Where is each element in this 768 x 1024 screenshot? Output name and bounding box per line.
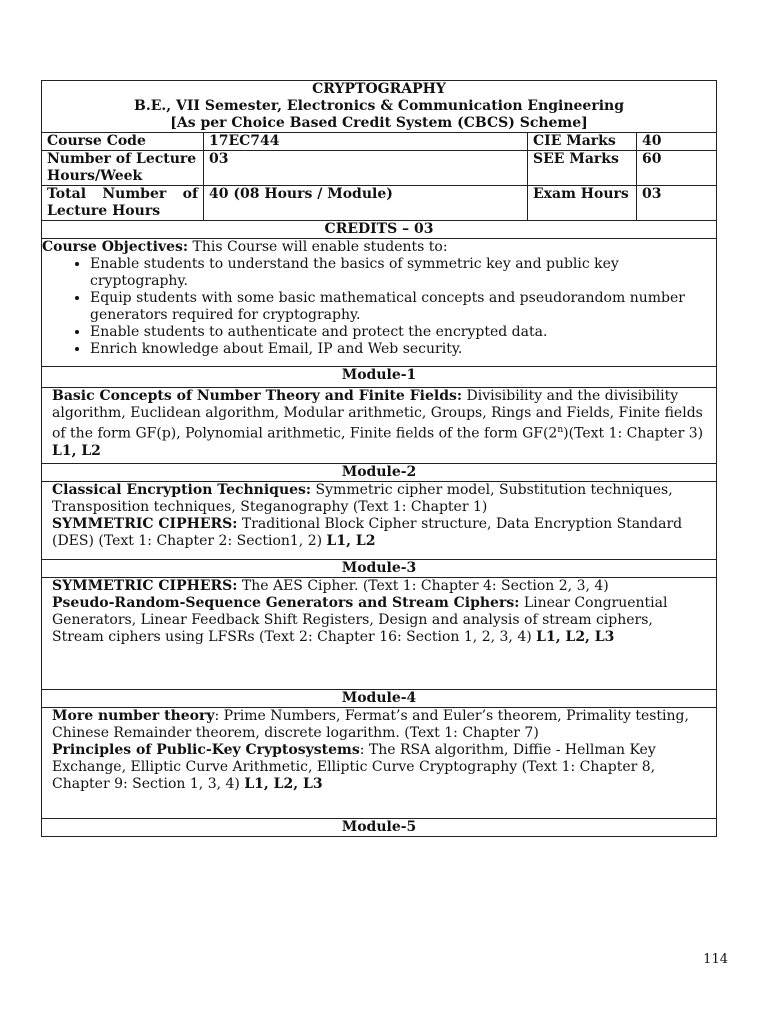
course-objectives: [42, 239, 717, 367]
objective-item: • Enable students to authenticate and protect the encrypted data.: [90, 324, 711, 341]
module-2-text: Symmetric cipher model, Substitution techniques, Transposition techniques, Steganography (Text 1: Chapter 1): [52, 482, 673, 515]
module-2-body-row: [42, 482, 717, 560]
lecture-hours-row: [42, 151, 717, 186]
course-scheme: [As per Choice Based Credit System (CBCS) Scheme]: [170, 115, 588, 131]
module-5-title: Module-5: [42, 819, 717, 837]
module-3-header-row: [42, 560, 717, 578]
module-1-text: Divisibility and the divisibility algorithm, Euclidean algorithm, Modular arithmetic, Groups, Rings and Fields, Finite fields of the form GF(p), Polynomial arithmetic, Finite fields of the form GF(2: [52, 388, 703, 442]
objectives-row: [42, 239, 717, 367]
syllabus-document: [41, 80, 716, 837]
course-header: [42, 81, 717, 133]
module-5-header-row: [42, 819, 717, 837]
module-3-content: [42, 578, 717, 690]
module-1-levels: L1, L2: [52, 442, 101, 459]
credits: CREDITS – 03: [42, 221, 717, 239]
module-2-content: [42, 482, 717, 560]
module-4-text: : Prime Numbers, Fermat’s and Euler’s theorem, Primality testing, Chinese Remainder theorem, discrete logarithm. (Text 1: Chapter 7): [52, 708, 689, 741]
syllabus-table: [41, 80, 717, 837]
course-program: B.E., VII Semester, Electronics & Communication Engineering: [134, 98, 624, 114]
lecture-hours-value: 03: [204, 151, 528, 186]
module-3-heading-2: Pseudo-Random-Sequence Generators and Stream Ciphers:: [52, 595, 520, 611]
objectives-intro: This Course will enable students to:: [188, 239, 448, 255]
module-1-superscript: n: [557, 425, 564, 435]
module-3-text: The AES Cipher. (Text 1: Chapter 4: Section 2, 3, 4): [237, 578, 609, 594]
total-hours-value: 40 (08 Hours / Module): [204, 186, 528, 221]
module-2-heading-2: SYMMETRIC CIPHERS:: [52, 516, 238, 532]
module-1-text-ref: )(Text 1: Chapter 3): [563, 425, 704, 442]
course-code-label: Course Code: [42, 133, 204, 151]
total-hours-label: Total Number of Lecture Hours: [42, 186, 204, 221]
module-3-body-row: [42, 578, 717, 690]
exam-hours-label: Exam Hours: [528, 186, 637, 221]
cie-marks-label: CIE Marks: [528, 133, 637, 151]
module-2-header-row: [42, 464, 717, 482]
course-code-row: [42, 133, 717, 151]
credits-row: [42, 221, 717, 239]
module-1-title: Module-1: [42, 367, 717, 388]
objectives-list: [42, 256, 711, 358]
module-3-heading: SYMMETRIC CIPHERS:: [52, 578, 238, 594]
module-4-levels: L1, L2, L3: [244, 776, 323, 792]
exam-hours-value: 03: [637, 186, 717, 221]
module-1-header-row: [42, 367, 717, 388]
module-4-body-row: [42, 708, 717, 819]
lecture-hours-label: Number of Lecture Hours/Week: [42, 151, 204, 186]
objective-item: • Enrich knowledge about Email, IP and Web security.: [90, 341, 711, 358]
module-4-text-2: : The RSA algorithm, Diffie - Hellman Key Exchange, Elliptic Curve Arithmetic, Elliptic Curve Cryptography (Text 1: Chapter 8, Chapter 9: Section 1, 3, 4): [52, 742, 656, 792]
module-4-header-row: [42, 690, 717, 708]
module-4-title: Module-4: [42, 690, 717, 708]
module-2-levels: L1, L2: [326, 533, 376, 549]
module-1-body-row: [42, 388, 717, 464]
module-2-title: Module-2: [42, 464, 717, 482]
total-hours-row: [42, 186, 717, 221]
title-row: [42, 81, 717, 133]
module-3-text-2: Linear Congruential Generators, Linear Feedback Shift Registers, Design and analysis of stream ciphers, Stream ciphers using LFSRs (Text 2: Chapter 16: Section 1, 2, 3, 4): [52, 595, 668, 645]
module-1-heading: Basic Concepts of Number Theory and Finite Fields:: [52, 388, 463, 404]
objective-item: • Enable students to understand the basics of symmetric key and public key cryptography.: [90, 256, 711, 290]
module-3-title: Module-3: [42, 560, 717, 578]
module-2-heading: Classical Encryption Techniques:: [52, 482, 312, 498]
see-marks-label: SEE Marks: [528, 151, 637, 186]
page-number: 114: [703, 952, 728, 967]
module-2-text-2: Traditional Block Cipher structure, Data Encryption Standard (DES) (Text 1: Chapter 2: Section1, 2): [52, 516, 683, 549]
module-4-content: [42, 708, 717, 819]
course-code-value: 17EC744: [204, 133, 528, 151]
see-marks-value: 60: [637, 151, 717, 186]
module-4-heading-2: Principles of Public-Key Cryptosystems: [52, 742, 360, 758]
module-3-levels: L1, L2, L3: [536, 629, 615, 645]
course-title: CRYPTOGRAPHY: [312, 81, 446, 97]
module-4-heading: More number theory: [52, 708, 215, 724]
objectives-label: Course Objectives:: [42, 239, 189, 255]
module-1-content: [42, 388, 717, 464]
objective-item: • Equip students with some basic mathematical concepts and pseudorandom number generators required for cryptography.: [90, 290, 711, 324]
cie-marks-value: 40: [637, 133, 717, 151]
